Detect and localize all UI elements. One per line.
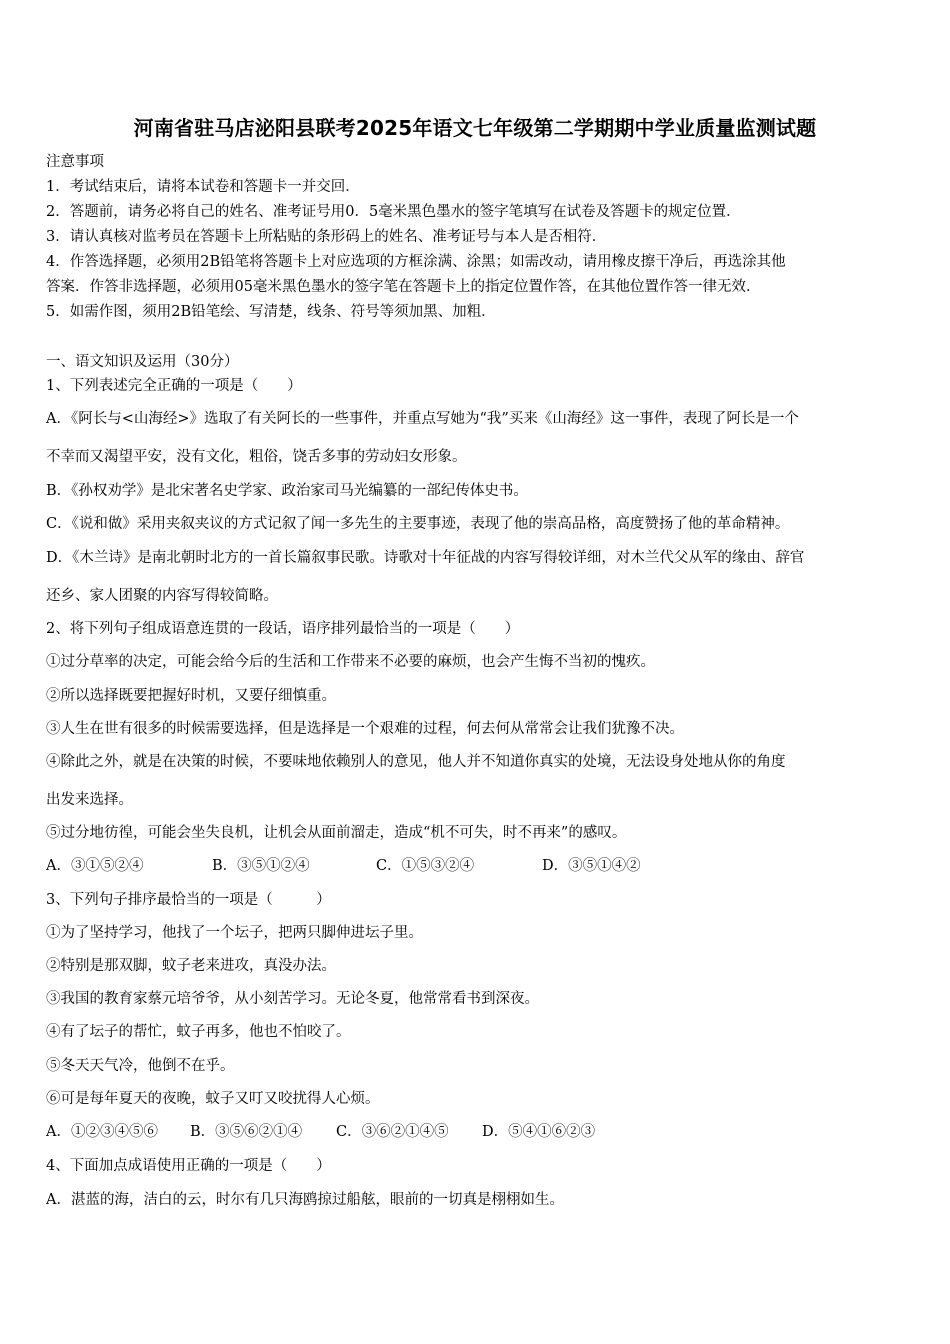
q1-option-a: A．《阿长与<山海经>》选取了有关阿长的一些事件，并重点写她为“我”买来《山海经》这一事件，表现了阿长是一个 — [46, 411, 799, 427]
q2-sentence-cont: 出发来选择。 — [46, 792, 133, 808]
q4-option-a: A．湛蓝的海，洁白的云，时尔有几只海鸥掠过船舷，眼前的一切真是栩栩如生。 — [46, 1192, 564, 1208]
question-stem: 4、下面加点成语使用正确的一项是（ ） — [46, 1158, 331, 1174]
notice-heading: 注意事项 — [46, 154, 104, 170]
question-stem: 1、下列表述完全正确的一项是（ ） — [46, 378, 302, 394]
q2-sentence: ②所以选择既要把握好时机，又要仔细慎重。 — [46, 688, 336, 704]
q1-option-c: C．《说和做》采用夹叙夹议的方式记叙了闻一多先生的主要事迹，表现了他的崇高品格，高度赞扬了他的革命精神。 — [46, 516, 790, 532]
question-stem: 3、下列句子排序最恰当的一项是（ ） — [46, 892, 331, 908]
q3-option-c: C．③⑥②①④⑤ — [336, 1124, 449, 1140]
q1-option-d: D．《木兰诗》是南北朝时北方的一首长篇叙事民歌。诗歌对十年征战的内容写得较详细，对木兰代父从军的缘由、辞官 — [46, 550, 805, 566]
q3-sentence: ⑥可是每年夏天的夜晚，蚊子又叮又咬扰得人心烦。 — [46, 1091, 380, 1107]
q3-option-a: A．①②③④⑤⑥ — [46, 1124, 158, 1140]
q3-option-b: B．③⑤⑥②①④ — [190, 1124, 303, 1140]
page-title: 河南省驻马店泌阳县联考2025年语文七年级第二学期期中学业质量监测试题 — [133, 116, 817, 140]
q1-option-b: B．《孙权劝学》是北宋著名史学家、政治家司马光编纂的一部纪传体史书。 — [46, 483, 528, 499]
question-stem: 2、将下列句子组成语意连贯的一段话，语序排列最恰当的一项是（ ） — [46, 621, 520, 637]
q3-sentence: ①为了坚持学习，他找了一个坛子，把两只脚伸进坛子里。 — [46, 925, 423, 941]
notice-item: 3．请认真核对监考员在答题卡上所粘贴的条形码上的姓名、准考证号与本人是否相符． — [46, 229, 607, 245]
q3-option-d: D．⑤④①⑥②③ — [482, 1124, 596, 1140]
q3-sentence: ②特别是那双脚，蚊子老来进攻，真没办法。 — [46, 958, 336, 974]
q2-options — [46, 856, 641, 876]
q2-sentence: ④除此之外，就是在决策的时候，不要味地依赖别人的意见，他人并不知道你真实的处境，无法设身处地从你的角度 — [46, 754, 786, 770]
q3-options — [46, 1122, 595, 1142]
q3-sentence: ④有了坛子的帮忙，蚊子再多，他也不怕咬了。 — [46, 1024, 351, 1040]
q2-option-d: D．③⑤①④② — [542, 858, 641, 874]
q2-sentence: ①过分草率的决定，可能会给今后的生活和工作带来不必要的麻烦，也会产生悔不当初的愧疚。 — [46, 654, 655, 670]
section-heading: 一、语文知识及运用（30分） — [46, 354, 239, 370]
notice-item: 4．作答选择题，必须用2B铅笔将答题卡上对应选项的方框涂满、涂黑；如需改动，请用橡皮擦干净后，再选涂其他 — [46, 254, 786, 270]
q1-option-d-cont: 还乡、家人团聚的内容写得较简略。 — [46, 588, 278, 604]
q3-sentence: ③我国的教育家蔡元培爷爷，从小刻苦学习。无论冬夏，他常常看书到深夜。 — [46, 991, 539, 1007]
notice-item: 2．答题前，请务必将自己的姓名、准考证号用0．5毫米黑色墨水的签字笔填写在试卷及答题卡的规定位置． — [46, 204, 741, 220]
q2-option-b: B．③⑤①②④ — [212, 858, 310, 874]
q2-sentence: ⑤过分地彷徨，可能会坐失良机，让机会从面前溜走，造成“机不可失，时不再来”的感叹。 — [46, 825, 627, 841]
q2-option-c: C．①⑤③②④ — [376, 858, 475, 874]
notice-item: 1．考试结束后，请将本试卷和答题卡一并交回． — [46, 179, 360, 195]
q3-sentence: ⑤冬天天气冷，他倒不在乎。 — [46, 1058, 235, 1074]
notice-item: 答案．作答非选择题，必须用05毫米黑色墨水的签字笔在答题卡上的指定位置作答，在其他位置作答一律无效． — [46, 279, 761, 295]
notice-item: 5．如需作图，须用2B铅笔绘、写清楚，线条、符号等须加黑、加粗． — [46, 304, 496, 320]
q2-option-a: A．③①⑤②④ — [46, 858, 144, 874]
q2-sentence: ③人生在世有很多的时候需要选择，但是选择是一个艰难的过程，何去何从常常会让我们犹豫不决。 — [46, 721, 684, 737]
q1-option-a-cont: 不幸而又渴望平安，没有文化，粗俗，饶舌多事的劳动妇女形象。 — [46, 449, 467, 465]
